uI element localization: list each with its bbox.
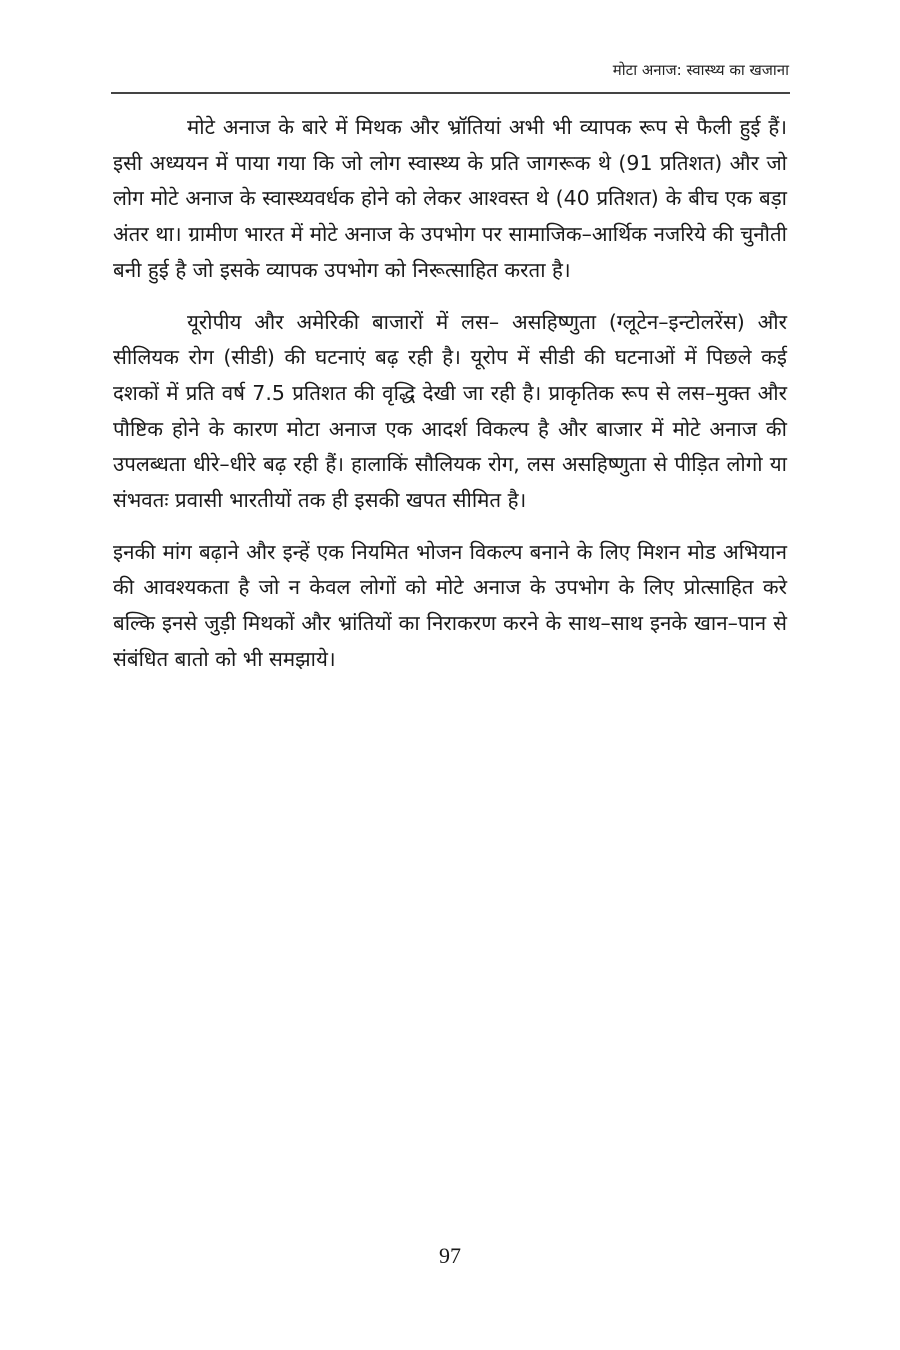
paragraph-mission-mode-campaign: इनकी मांग बढ़ाने और इन्हें एक नियमित भोजन विकल्प बनाने के लिए मिशन मोड अभियान की आवश्यकता है जो न केवल लोगों को मोटे अनाज के उपभोग के लिए प्रोत्साहित करे बल्कि इनसे जुड़ी मिथकों और भ्रांतियों का निराकरण करने के साथ–साथ इनके खान–पान से संबंधित बातो को भी समझाये। <box>113 539 787 671</box>
paragraph-gluten-intolerance: यूरोपीय और अमेरिकी बाजारों में लस– असहिष्णुता (ग्लूटेन–इन्टोलरेंस) और सीलियक रोग (सीडी) की घटनाएं बढ़ रही है। यूरोप में सीडी की घटनाओं में पिछले कई दशकों में प्रति वर्ष 7.5 प्रतिशत की वृद्धि देखी जा रही है। प्राकृतिक रूप से लस–मुक्त और पौष्टिक होने के कारण मोटा अनाज एक आदर्श विकल्प है और बाजार में मोटे अनाज की उपलब्धता धीरे–धीरे बढ़ रही हैं। हालाकिं सौलियक रोग, लस असहिष्णुता से पीड़ित लोगो या संभवतः प्रवासी भारतीयों तक ही इसकी खपत सीमित है। <box>113 309 787 513</box>
running-header-title: मोटा अनाज: स्वास्थ्य का खजाना <box>612 61 789 79</box>
page-number: 97 <box>439 1243 461 1268</box>
header-divider <box>111 92 790 94</box>
paragraph-myths-and-awareness: मोटे अनाज के बारे में मिथक और भ्रॉतियां अभी भी व्यापक रूप से फैली हुई हैं। इसी अध्ययन में पाया गया कि जो लोग स्वास्थ्य के प्रति जागरूक थे (91 प्रतिशत) और जो लोग मोटे अनाज के स्वास्थ्यवर्धक होने को लेकर आश्वस्त थे (40 प्रतिशत) के बीच एक बड़ा अंतर था। ग्रामीण भारत में मोटे अनाज के उपभोग पर सामाजिक–आर्थिक नजरिये की चुनौती बनी हुई है जो इसके व्यापक उपभोग को निरूत्साहित करता है। <box>113 115 787 282</box>
page-body <box>113 110 787 694</box>
